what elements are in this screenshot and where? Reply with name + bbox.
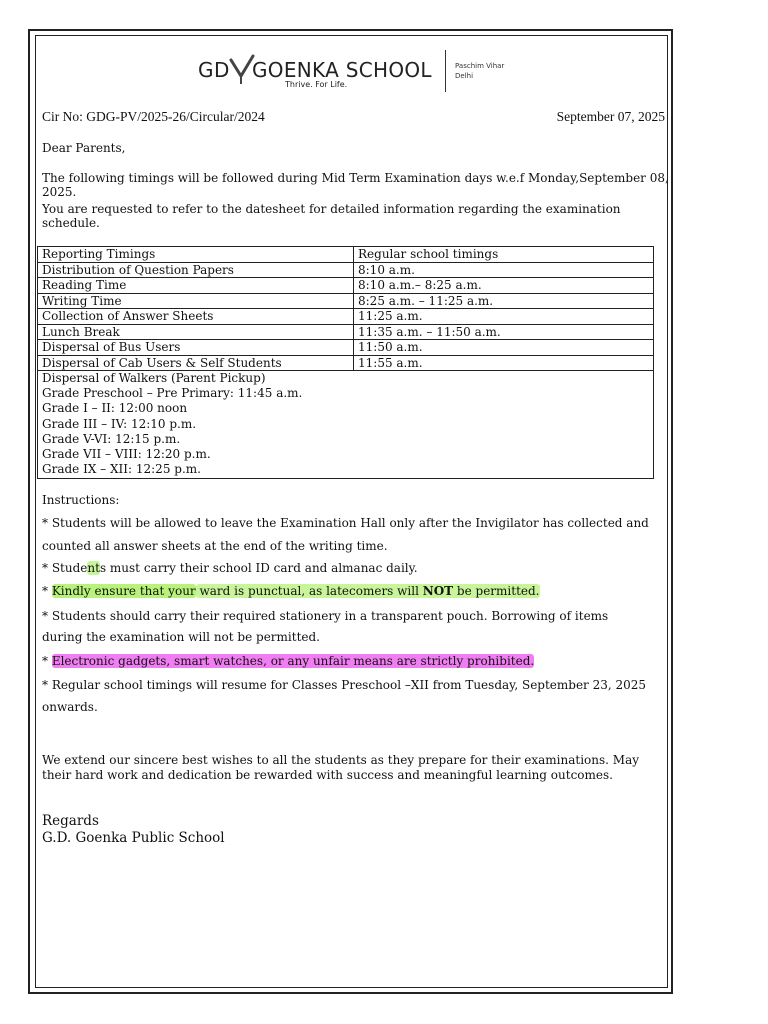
timing-value: 11:55 a.m. [354, 355, 654, 371]
timing-value: 8:25 a.m. – 11:25 a.m. [354, 293, 654, 309]
logo-divider [445, 50, 446, 92]
timing-activity: Reporting Timings [38, 247, 354, 263]
highlighted-text [196, 584, 540, 598]
regards-text: Regards [42, 813, 99, 829]
highlighted-text: nt [87, 561, 100, 575]
logo-tagline: Thrive. For Life. [285, 80, 348, 89]
timing-value: 8:10 a.m.– 8:25 a.m. [354, 278, 654, 294]
timing-row [38, 247, 654, 263]
logo-gd-text: GD [198, 58, 230, 82]
circular-number: Cir No: GDG-PV/2025-26/Circular/2024 [42, 109, 265, 124]
instruction-4-line-2: during the examination will not be permitted. [42, 630, 320, 644]
bullet-star: * [42, 584, 52, 598]
walkers-line: Grade VII – VIII: 12:20 p.m. [42, 447, 211, 462]
walkers-row [38, 371, 654, 479]
timing-value: Regular school timings [354, 247, 654, 263]
instruction-3 [42, 584, 540, 598]
signatory-name: G.D. Goenka Public School [42, 830, 225, 846]
timing-activity: Dispersal of Cab Users & Self Students [38, 355, 354, 371]
walkers-line: Grade I – II: 12:00 noon [42, 401, 188, 416]
logo-school-name: GOENKA SCHOOL [252, 58, 432, 82]
timing-row [38, 262, 654, 278]
highlighted-text: Kindly ensure that your [51, 584, 196, 598]
instruction-6-line-2: onwards. [42, 700, 98, 714]
exam-timings-table [37, 246, 654, 479]
timing-row [38, 355, 654, 371]
instruction-2-text: s must carry their school ID card and almanac daily. [99, 561, 418, 575]
bullet-star: * [42, 654, 52, 668]
timing-activity: Dispersal of Bus Users [38, 340, 354, 356]
timing-activity: Collection of Answer Sheets [38, 309, 354, 325]
timing-row [38, 293, 654, 309]
instruction-2-text: * Stude [42, 561, 88, 575]
campus-name: Paschim Vihar [455, 62, 505, 70]
walkers-line: Grade IX – XII: 12:25 p.m. [42, 462, 201, 477]
walkers-line: Grade III – IV: 12:10 p.m. [42, 416, 197, 431]
timing-activity: Distribution of Question Papers [38, 262, 354, 278]
timing-activity: Reading Time [38, 278, 354, 294]
intro-paragraph: The following timings will be followed during Mid Term Examination days w.e.f Monday,September 08, 2025. [42, 171, 669, 199]
instruction-1-line-2: counted all answer sheets at the end of the writing time. [42, 539, 388, 553]
instruction-2 [42, 561, 418, 575]
timing-value: 11:35 a.m. – 11:50 a.m. [354, 324, 654, 340]
timing-row [38, 324, 654, 340]
timing-value: 8:10 a.m. [354, 262, 654, 278]
closing-paragraph: We extend our sincere best wishes to all the students as they prepare for their examinations. May their hard work and dedication be rewarded with success and meaningful learning outcomes. [42, 753, 640, 782]
timing-row [38, 278, 654, 294]
campus-city: Delhi [455, 72, 474, 80]
instruction-3-text: be permitted. [453, 584, 540, 598]
walkers-cell [38, 371, 654, 479]
walkers-line: Grade V-VI: 12:15 p.m. [42, 431, 181, 446]
timing-row [38, 340, 654, 356]
emphasis-not: NOT [422, 584, 454, 598]
timing-activity: Lunch Break [38, 324, 354, 340]
instruction-1-line-1: * Students will be allowed to leave the Examination Hall only after the Invigilator has collected and [42, 516, 649, 530]
intro-paragraph-2: You are requested to refer to the datesheet for detailed information regarding the examination schedule. [42, 202, 621, 230]
timing-value: 11:50 a.m. [354, 340, 654, 356]
walkers-line: Grade Preschool – Pre Primary: 11:45 a.m. [42, 386, 303, 401]
timing-activity: Writing Time [38, 293, 354, 309]
salutation: Dear Parents, [42, 141, 126, 155]
circular-date: September 07, 2025 [556, 109, 665, 124]
timing-value: 11:25 a.m. [354, 309, 654, 325]
instructions-heading: Instructions: [42, 493, 120, 507]
highlighted-text: Electronic gadgets, smart watches, or any unfair means are strictly prohibited. [51, 654, 535, 668]
instruction-6-line-1: * Regular school timings will resume for Classes Preschool –XII from Tuesday, September 23, 2025 [42, 678, 647, 692]
timing-row [38, 309, 654, 325]
instruction-3-text: ward is punctual, as latecomers will [195, 584, 423, 598]
walkers-line: Dispersal of Walkers (Parent Pickup) [42, 371, 266, 385]
instruction-5 [42, 654, 534, 668]
instruction-4-line-1: * Students should carry their required stationery in a transparent pouch. Borrowing of items [42, 609, 609, 623]
